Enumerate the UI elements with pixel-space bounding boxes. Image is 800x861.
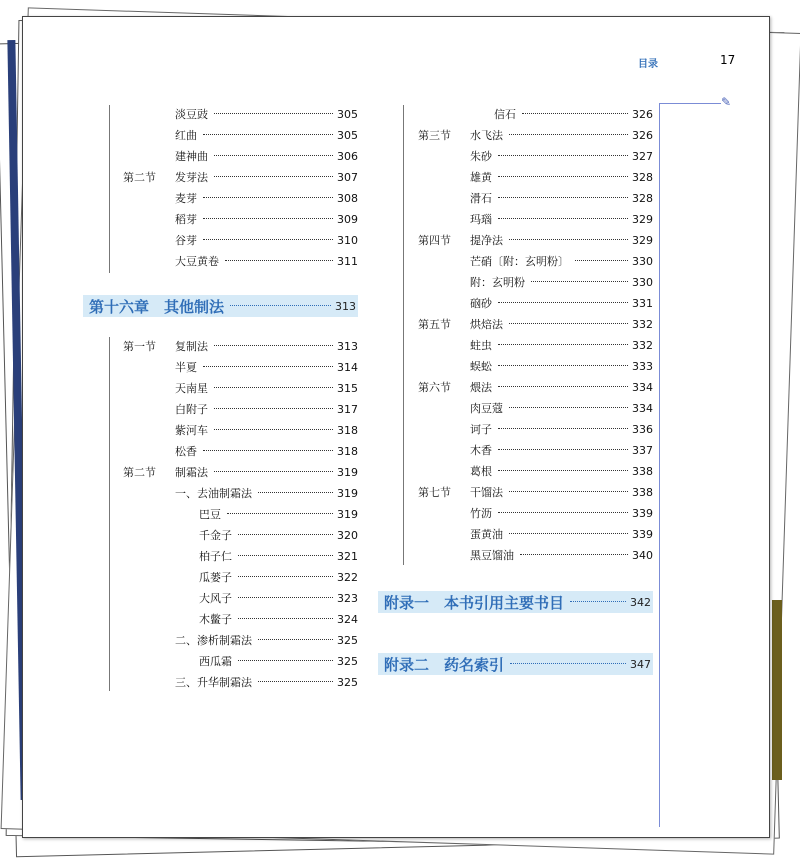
right-bracket-line — [403, 105, 404, 565]
toc-entry[interactable] — [123, 358, 358, 376]
toc-entry[interactable] — [418, 546, 653, 564]
leader-dots — [522, 113, 628, 114]
entry-page: 336 — [632, 422, 653, 436]
leader-dots — [238, 618, 333, 619]
leader-dots — [498, 176, 628, 177]
chapter-16-page: 313 — [335, 299, 356, 313]
entry-title: 雄黄 — [470, 171, 492, 184]
entry-page: 325 — [337, 654, 358, 668]
left-bracket-line-2 — [109, 337, 110, 691]
margin-rule-top — [659, 103, 721, 104]
leader-dots — [520, 554, 628, 555]
leader-dots — [203, 218, 333, 219]
entry-page: 330 — [632, 275, 653, 289]
entry-page: 318 — [337, 444, 358, 458]
entry-title: 朱砂 — [470, 150, 492, 163]
entry-title: 谷芽 — [175, 234, 197, 247]
toc-entry[interactable] — [123, 505, 358, 523]
entry-title: 白附子 — [175, 403, 208, 416]
entry-page: 329 — [632, 212, 653, 226]
entry-page: 315 — [337, 381, 358, 395]
entry-title: 提净法 — [470, 234, 503, 247]
toc-entry[interactable] — [123, 379, 358, 397]
toc-entry[interactable] — [418, 462, 653, 480]
entry-page: 310 — [337, 233, 358, 247]
leader-dots — [203, 239, 333, 240]
entry-page: 320 — [337, 528, 358, 542]
leader-dots — [510, 663, 626, 664]
leader-dots — [214, 408, 333, 409]
toc-entry[interactable] — [123, 252, 358, 270]
leader-dots — [570, 601, 626, 602]
section-label: 第一节 — [123, 340, 156, 353]
leader-dots — [498, 470, 628, 471]
toc-entry[interactable] — [123, 210, 358, 228]
entry-title: 二、渗析制霜法 — [175, 634, 252, 647]
entry-page: 311 — [337, 254, 358, 268]
entry-page: 325 — [337, 633, 358, 647]
entry-title: 制霜法 — [175, 466, 208, 479]
entry-title: 瓜蒌子 — [199, 571, 232, 584]
entry-page: 332 — [632, 317, 653, 331]
section-label: 第二节 — [123, 171, 156, 184]
leader-dots — [509, 533, 628, 534]
entry-title: 肉豆蔻 — [470, 402, 503, 415]
entry-page: 323 — [337, 591, 358, 605]
leader-dots — [203, 197, 333, 198]
entry-title: 附：玄明粉 — [470, 276, 525, 289]
entry-page: 322 — [337, 570, 358, 584]
running-header-title: 目录 — [638, 59, 658, 70]
toc-entry[interactable] — [123, 652, 358, 670]
entry-title: 发芽法 — [175, 171, 208, 184]
entry-page: 309 — [337, 212, 358, 226]
entry-title: 信石 — [494, 108, 516, 121]
appendix-2-page: 347 — [630, 657, 651, 671]
toc-entry[interactable] — [123, 631, 358, 649]
entry-title: 干馏法 — [470, 486, 503, 499]
leader-dots — [203, 366, 333, 367]
entry-page: 319 — [337, 486, 358, 500]
entry-title: 蛋黄油 — [470, 528, 503, 541]
toc-entry[interactable] — [418, 273, 653, 291]
entry-title: 大风子 — [199, 592, 232, 605]
leader-dots — [225, 260, 333, 261]
entry-title: 烘焙法 — [470, 318, 503, 331]
entry-title: 竹沥 — [470, 507, 492, 520]
toc-entry[interactable] — [418, 420, 653, 438]
leader-dots — [258, 681, 333, 682]
leader-dots — [203, 134, 333, 135]
toc-page — [22, 16, 770, 838]
toc-entry[interactable] — [123, 126, 358, 144]
toc-entry[interactable] — [123, 105, 358, 123]
page-number: 17 — [720, 53, 736, 67]
toc-entry[interactable] — [418, 441, 653, 459]
appendix-2-heading[interactable] — [378, 653, 653, 675]
toc-entry[interactable] — [123, 231, 358, 249]
section-label: 第五节 — [418, 318, 451, 331]
leader-dots — [498, 302, 628, 303]
entry-title: 大豆黄卷 — [175, 255, 219, 268]
margin-rule — [659, 103, 660, 827]
appendix-1-title: 附录一 本书引用主要书目 — [384, 593, 565, 612]
entry-page: 340 — [632, 548, 653, 562]
leader-dots — [238, 597, 333, 598]
toc-entry[interactable] — [418, 315, 653, 333]
entry-page: 329 — [632, 233, 653, 247]
toc-entry[interactable] — [418, 210, 653, 228]
entry-page: 318 — [337, 423, 358, 437]
leader-dots — [498, 197, 628, 198]
toc-entry[interactable] — [418, 231, 653, 249]
leader-dots — [238, 576, 333, 577]
entry-page: 324 — [337, 612, 358, 626]
section-label: 第二节 — [123, 466, 156, 479]
leader-dots — [509, 407, 628, 408]
entry-title: 煨法 — [470, 381, 492, 394]
leader-dots — [498, 155, 628, 156]
entry-title: 木香 — [470, 444, 492, 457]
entry-page: 325 — [337, 675, 358, 689]
toc-entry[interactable] — [123, 526, 358, 544]
leader-dots — [214, 345, 333, 346]
entry-page: 305 — [337, 128, 358, 142]
section-label: 第六节 — [418, 381, 451, 394]
leader-dots — [258, 639, 333, 640]
entry-title: 水飞法 — [470, 129, 503, 142]
leader-dots — [238, 555, 333, 556]
entry-page: 330 — [632, 254, 653, 268]
toc-entry[interactable] — [123, 484, 358, 502]
toc-entry[interactable] — [123, 337, 358, 355]
entry-title: 复制法 — [175, 340, 208, 353]
entry-page: 317 — [337, 402, 358, 416]
leader-dots — [531, 281, 628, 282]
entry-page: 314 — [337, 360, 358, 374]
section-label: 第三节 — [418, 129, 451, 142]
section-label: 第七节 — [418, 486, 451, 499]
leader-dots — [498, 344, 628, 345]
toc-entry[interactable] — [123, 189, 358, 207]
entry-page: 334 — [632, 380, 653, 394]
appendix-1-page: 342 — [630, 595, 651, 609]
entry-page: 338 — [632, 464, 653, 478]
entry-title: 红曲 — [175, 129, 197, 142]
entry-page: 339 — [632, 527, 653, 541]
entry-title: 芒硝〔附：玄明粉〕 — [470, 255, 569, 268]
toc-entry[interactable] — [123, 463, 358, 481]
toc-entry[interactable] — [123, 610, 358, 628]
chapter-16-title: 第十六章 其他制法 — [89, 297, 225, 316]
toc-entry[interactable] — [418, 504, 653, 522]
leader-dots — [509, 323, 628, 324]
entry-page: 326 — [632, 128, 653, 142]
entry-title: 葛根 — [470, 465, 492, 478]
entry-title: 诃子 — [470, 423, 492, 436]
entry-page: 305 — [337, 107, 358, 121]
toc-entry[interactable] — [418, 357, 653, 375]
entry-title: 麦芽 — [175, 192, 197, 205]
leader-dots — [498, 449, 628, 450]
entry-page: 334 — [632, 401, 653, 415]
entry-page: 319 — [337, 465, 358, 479]
section-label: 第四节 — [418, 234, 451, 247]
toc-entry[interactable] — [123, 589, 358, 607]
pen-icon: ✎ — [721, 95, 732, 109]
toc-entry[interactable] — [418, 168, 653, 186]
leader-dots — [498, 365, 628, 366]
toc-entry[interactable] — [123, 673, 358, 691]
leader-dots — [509, 491, 628, 492]
leader-dots — [498, 512, 628, 513]
entry-title: 黑豆馏油 — [470, 549, 514, 562]
entry-page: 339 — [632, 506, 653, 520]
toc-entry[interactable] — [418, 399, 653, 417]
entry-title: 建神曲 — [175, 150, 208, 163]
toc-entry[interactable] — [123, 168, 358, 186]
leader-dots — [498, 428, 628, 429]
entry-page: 328 — [632, 191, 653, 205]
appendix-1-heading[interactable] — [378, 591, 653, 613]
leader-dots — [203, 450, 333, 451]
toc-entry[interactable] — [123, 568, 358, 586]
toc-entry[interactable] — [123, 442, 358, 460]
toc-entry[interactable] — [123, 400, 358, 418]
leader-dots — [258, 492, 333, 493]
entry-title: 玛瑙 — [470, 213, 492, 226]
entry-title: 松香 — [175, 445, 197, 458]
entry-title: 滑石 — [470, 192, 492, 205]
toc-entry[interactable] — [418, 378, 653, 396]
entry-page: 333 — [632, 359, 653, 373]
entry-title: 西瓜霜 — [199, 655, 232, 668]
entry-title: 蛀虫 — [470, 339, 492, 352]
leader-dots — [575, 260, 628, 261]
leader-dots — [227, 513, 333, 514]
toc-entry[interactable] — [418, 252, 653, 270]
entry-page: 308 — [337, 191, 358, 205]
chapter-16-heading[interactable] — [83, 295, 358, 317]
toc-entry[interactable] — [123, 147, 358, 165]
entry-title: 巴豆 — [199, 508, 221, 521]
entry-title: 蜈蚣 — [470, 360, 492, 373]
toc-entry[interactable] — [418, 336, 653, 354]
book-edge-olive — [772, 600, 782, 780]
entry-page: 338 — [632, 485, 653, 499]
entry-page: 319 — [337, 507, 358, 521]
entry-page: 321 — [337, 549, 358, 563]
entry-page: 331 — [632, 296, 653, 310]
entry-title: 稻芽 — [175, 213, 197, 226]
leader-dots — [509, 239, 628, 240]
entry-title: 淡豆豉 — [175, 108, 208, 121]
entry-title: 紫河车 — [175, 424, 208, 437]
appendix-2-title: 附录二 药名索引 — [384, 655, 505, 674]
entry-title: 一、去油制霜法 — [175, 487, 252, 500]
toc-entry[interactable] — [418, 105, 653, 123]
toc-entry[interactable] — [123, 547, 358, 565]
left-bracket-line — [109, 105, 110, 273]
entry-page: 313 — [337, 339, 358, 353]
toc-entry[interactable] — [418, 126, 653, 144]
leader-dots — [238, 534, 333, 535]
leader-dots — [214, 113, 333, 114]
entry-page: 306 — [337, 149, 358, 163]
toc-entry[interactable] — [418, 483, 653, 501]
entry-page: 337 — [632, 443, 653, 457]
toc-entry[interactable] — [123, 421, 358, 439]
entry-title: 天南星 — [175, 382, 208, 395]
toc-entry[interactable] — [418, 525, 653, 543]
entry-page: 332 — [632, 338, 653, 352]
leader-dots — [214, 176, 333, 177]
entry-page: 307 — [337, 170, 358, 184]
entry-title: 木鳖子 — [199, 613, 232, 626]
leader-dots — [214, 429, 333, 430]
entry-title: 三、升华制霜法 — [175, 676, 252, 689]
leader-dots — [214, 387, 333, 388]
toc-entry[interactable] — [418, 189, 653, 207]
entry-page: 326 — [632, 107, 653, 121]
leader-dots — [230, 305, 331, 306]
leader-dots — [509, 134, 628, 135]
entry-page: 328 — [632, 170, 653, 184]
entry-page: 327 — [632, 149, 653, 163]
entry-title: 硇砂 — [470, 297, 492, 310]
toc-entry[interactable] — [418, 294, 653, 312]
toc-entry[interactable] — [418, 147, 653, 165]
leader-dots — [498, 386, 628, 387]
leader-dots — [238, 660, 333, 661]
entry-title: 半夏 — [175, 361, 197, 374]
entry-title: 千金子 — [199, 529, 232, 542]
entry-title: 柏子仁 — [199, 550, 232, 563]
leader-dots — [214, 155, 333, 156]
leader-dots — [214, 471, 333, 472]
leader-dots — [498, 218, 628, 219]
